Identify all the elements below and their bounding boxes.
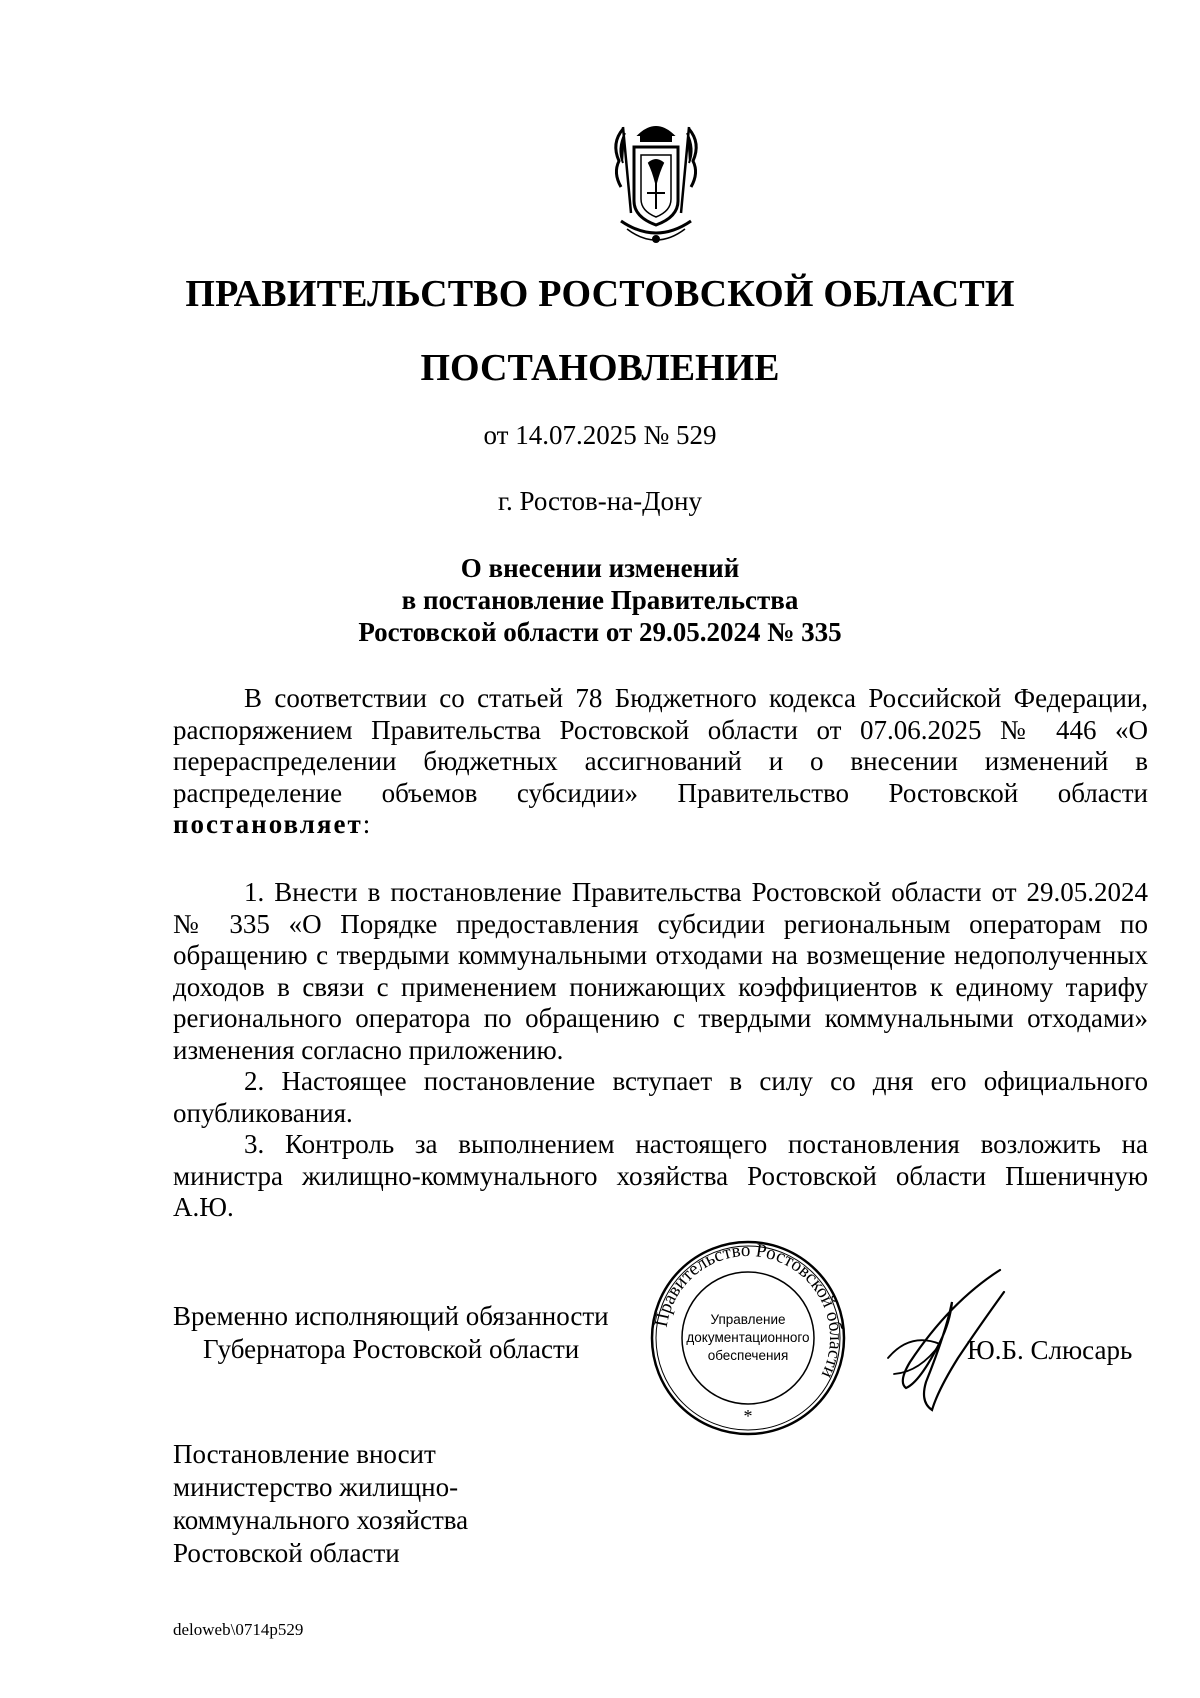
- seal-center-line: Управление: [710, 1312, 786, 1327]
- submitted-by-line: министерство жилищно-: [173, 1472, 459, 1502]
- signatory-title-line: Губернатора Ростовской области: [203, 1334, 580, 1364]
- preamble-emphasis: постановляет: [173, 809, 363, 839]
- signatory-name: Ю.Б. Слюсарь: [967, 1335, 1133, 1365]
- submitted-by-line: Ростовской области: [173, 1538, 400, 1568]
- submitted-by-line: Постановление вносит: [173, 1439, 436, 1469]
- official-seal-icon: [650, 1240, 846, 1436]
- signatory-title: [173, 1300, 609, 1366]
- subject-line: в постановление Правительства: [401, 585, 799, 615]
- document-code: deloweb\0714p529: [173, 1620, 304, 1639]
- subject-line: Ростовской области от 29.05.2024 № 335: [358, 617, 842, 647]
- document-number-date: от 14.07.2025 № 529: [483, 420, 717, 450]
- organization-title: ПРАВИТЕЛЬСТВО РОСТОВСКОЙ ОБЛАСТИ: [185, 273, 1015, 315]
- clause-item: 2. Настоящее постановление вступает в силу со дня его официального опубликования.: [173, 1066, 1148, 1128]
- seal-star: *: [743, 1406, 753, 1426]
- seal-ring-text: Правительство Ростовской области: [650, 1240, 846, 1382]
- document-city: г. Ростов-на-Дону: [497, 486, 702, 516]
- document-type: ПОСТАНОВЛЕНИЕ: [420, 347, 780, 389]
- seal-center-line: обеспечения: [707, 1348, 789, 1363]
- preamble-text: В соответствии со статьей 78 Бюджетного кодекса Российской Федерации, распоряжением Правительства Ростовской области от 07.06.2025 № 446 «О перераспределении бюджетных ассигнований и о внесении изменений в распределение объемов субсидии» Правительство Ростовской области: [173, 683, 1148, 808]
- submitted-by: [173, 1438, 468, 1570]
- preamble-tail: :: [362, 809, 371, 839]
- signatory-title-line: Временно исполняющий обязанности: [173, 1301, 609, 1331]
- preamble-paragraph: [173, 683, 1148, 841]
- clauses: [173, 877, 1148, 1224]
- coat-of-arms-icon: [601, 113, 711, 253]
- clause-item: 3. Контроль за выполнением настоящего постановления возложить на министра жилищно-коммунального хозяйства Ростовской области Пшеничную А.Ю.: [173, 1129, 1148, 1222]
- subject-line: О внесении изменений: [460, 553, 740, 583]
- document-subject: [0, 552, 1200, 648]
- seal-center-line: документационного: [686, 1330, 810, 1345]
- submitted-by-line: коммунального хозяйства: [173, 1505, 469, 1535]
- clause-item: 1. Внести в постановление Правительства Ростовской области от 29.05.2024 № 335 «О Порядке предоставления субсидии региональным операторам по обращению с твердыми коммунальными отходами на возмещение недополученных доходов в связи с применением понижающих коэффициентов к единому тарифу регионального оператора по обращению с твердыми коммунальными отходами» изменения согласно приложению.: [173, 877, 1148, 1065]
